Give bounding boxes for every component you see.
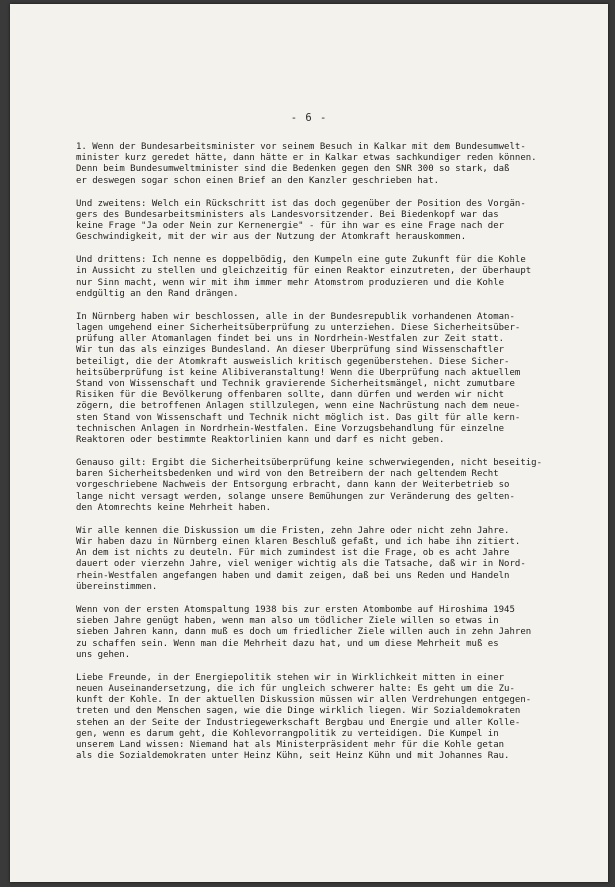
text-line: Wenn von der ersten Atomspaltung 1938 bis zur ersten Atombombe auf Hiroshima 1945 (76, 604, 515, 615)
text-line: 1. Wenn der Bundesarbeitsminister vor seinem Besuch in Kalkar mit dem Bundesumwelt- (76, 142, 526, 152)
paragraph (76, 199, 556, 244)
text-line: sieben Jahren kann, dann muß es doch um friedlicher Ziele willen auch in zehn Jahren (76, 627, 532, 638)
page-number: - 6 - (290, 112, 328, 124)
text-line: technischen Anlagen in Nordrhein-Westfalen. Eine Vorzugsbehandlung für einzelne (76, 423, 505, 434)
text-line: gers des Bundesarbeitsministers als Landesvorsitzender. Bei Biedenkopf war das (76, 209, 499, 220)
text-line: lange nicht versagt werden, solange unsere Bemühungen zur Veränderung des gelten- (76, 491, 515, 502)
text-line: Reaktoren oder bestimmte Reaktorlinien kann und darf es nicht geben. (76, 435, 445, 446)
text-line: dauert oder vierzehn Jahre, viel weniger wichtig als die Tatsache, daß wir in Nord- (76, 559, 526, 570)
text-line: als die Sozialdemokraten unter Heinz Kühn, seit Heinz Kühn und mit Johannes Rau. (76, 751, 510, 762)
text-line: Wir tun das als einziges Bundesland. An dieser Überprüfung sind Wissenschaftler (76, 345, 505, 356)
document-page (10, 4, 608, 882)
text-line: An dem ist nichts zu deuteln. Für mich zumindest ist die Frage, ob es acht Jahre (76, 548, 510, 559)
paragraph (76, 255, 556, 300)
paragraph (76, 142, 556, 187)
text-line: in Aussicht zu stellen und gleichzeitig für einen Reaktor einzutreten, der überhaupt (76, 266, 532, 277)
text-line: heitsüberprüfung ist keine Alibiveranstaltung! Wenn die Überprüfung nach aktuellem (76, 367, 521, 378)
text-line: Wir haben dazu in Nürnberg einen klaren Beschluß gefaßt, und ich habe ihn zitiert. (76, 537, 521, 548)
text-line: baren Sicherheitsbedenken und wird von den Betreibern der nach geltendem Recht (76, 469, 499, 480)
text-line: endgültig an den Rand drängen. (76, 288, 239, 299)
paragraph (76, 673, 556, 763)
text-line: sten Stand von Wissenschaft und Technik nicht möglich ist. Das gilt für alle kern- (76, 412, 521, 423)
text-line: rhein-Westfalen angefangen haben und damit zeigen, daß bei uns Reden und Handeln (76, 570, 510, 581)
text-line: prüfung aller Atomanlagen findet bei uns in Nordrhein-Westfalen zur Zeit statt. (76, 334, 505, 345)
text-line: Wir alle kennen die Diskussion um die Fristen, zehn Jahre oder nicht zehn Jahre. (76, 525, 510, 536)
text-line: Liebe Freunde, in der Energiepolitik stehen wir in Wirklichkeit mitten in einer (76, 672, 505, 683)
document-body (76, 142, 556, 774)
text-line: Und zweitens: Welch ein Rückschritt ist das doch gegenüber der Position des Vorgän- (76, 198, 526, 209)
text-line: Geschwindigkeit, mit der wir aus der Nutzung der Atomkraft herauskommen. (76, 232, 467, 243)
text-line: übereinstimmen. (76, 581, 158, 592)
paragraph (76, 312, 556, 446)
text-line: neuen Auseinandersetzung, die ich für ungleich schwerer halte: Es geht um die Zu- (76, 683, 515, 694)
text-line: Genauso gilt: Ergibt die Sicherheitsüberprüfung keine schwerwiegenden, nicht beseitig- (76, 458, 542, 469)
text-line: stehen an der Seite der Industriegewerkschaft Bergbau und Energie und aller Kolle- (76, 717, 521, 728)
text-line: nur Sinn macht, wenn wir mit ihm immer mehr Atomstrom produzieren und die Kohle (76, 277, 505, 288)
text-line: unserem Land wissen: Niemand hat als Ministerpräsident mehr für die Kohle getan (76, 739, 505, 750)
paragraph (76, 458, 556, 514)
text-line: kunft der Kohle. In der aktuellen Diskussion müssen wir allen Verdrehungen entgegen- (76, 695, 532, 706)
text-line: Risiken für die Bevölkerung offenbaren sollte, dann dürfen und werden wir nicht (76, 390, 505, 401)
text-line: gen, wenn es darum geht, die Kohlevorrangpolitik zu verteidigen. Die Kumpel in (76, 728, 499, 739)
text-line: Und drittens: Ich nenne es doppelbödig, den Kumpeln eine gute Zukunft für die Kohle (76, 255, 526, 266)
paragraph (76, 605, 556, 661)
text-line: er deswegen sogar schon einen Brief an den Kanzler geschrieben hat. (76, 175, 440, 186)
text-line: keine Frage "Ja oder Nein zur Kernenergie" - für ihn war es eine Frage nach der (76, 221, 505, 232)
text-line: minister kurz geredet hätte, dann hätte er in Kalkar etwas sachkundiger reden können. (76, 153, 537, 164)
text-line: Stand von Wissenschaft und Technik gravierende Sicherheitsmängel, nicht zumutbare (76, 379, 515, 390)
text-line: In Nürnberg haben wir beschlossen, alle in der Bundesrepublik vorhandenen Atoman- (76, 311, 515, 322)
text-line: Denn beim Bundesumweltminister sind die Bedenken gegen den SNR 300 so stark, daß (76, 164, 510, 175)
text-line: beteiligt, die der Atomkraft ausweislich kritisch gegenüberstehen. Diese Sicher- (76, 356, 510, 367)
paragraph (76, 526, 556, 593)
text-line: treten und den Menschen sagen, wie die Dinge wirklich liegen. Wir Sozialdemokraten (76, 706, 521, 717)
text-line: den Atomrechts keine Mehrheit haben. (76, 502, 272, 513)
text-line: zu schaffen sein. Wenn man die Mehrheit dazu hat, und um diese Mehrheit muß es (76, 638, 499, 649)
text-line: sieben Jahre genügt haben, wenn man also um tödlicher Ziele willen so etwas in (76, 616, 499, 627)
text-line: lagen umgehend einer Sicherheitsüberprüfung zu unterziehen. Diese Sicherheitsüber- (76, 323, 521, 334)
text-line: zögern, die betroffenen Anlagen stillzulegen, wenn eine Nachrüstung nach dem neue- (76, 401, 521, 412)
text-line: uns gehen. (76, 649, 131, 660)
text-line: vorgeschriebene Nachweis der Entsorgung erbracht, dann kann der Weiterbetrieb so (76, 480, 510, 491)
